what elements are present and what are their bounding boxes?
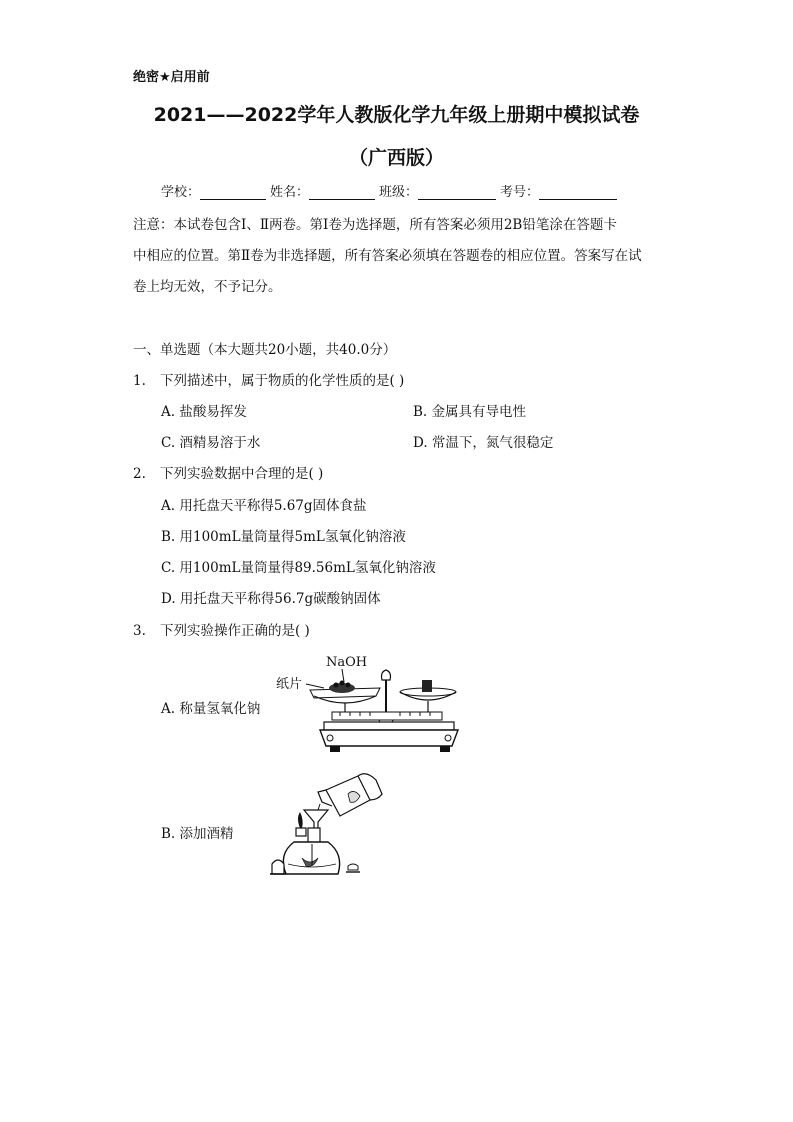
question-number: 2. — [133, 466, 146, 482]
q1-option-a[interactable]: A. 盐酸易挥发 — [161, 404, 247, 420]
school-blank[interactable] — [200, 185, 266, 200]
notice-line-3: 卷上均无效，不予记分。 — [133, 279, 282, 295]
question-1-stem — [133, 369, 404, 389]
q3-option-a[interactable]: A. 称量氢氧化钠 — [161, 701, 261, 717]
confidential-label: 绝密★启用前 — [133, 70, 210, 85]
question-text: 下列描述中，属于物质的化学性质的是( ) — [160, 373, 405, 389]
question-number: 3. — [133, 623, 146, 639]
name-label: 姓名： — [270, 185, 310, 200]
exam-title: 2021——2022学年人教版化学九年级上册期中模拟试卷 — [153, 104, 640, 126]
exam-no-label: 考号： — [500, 185, 540, 200]
question-2-stem — [133, 462, 323, 482]
q2-option-a[interactable]: A. 用托盘天平称得5.67g固体食盐 — [161, 498, 367, 514]
question-text: 下列实验数据中合理的是( ) — [160, 466, 324, 482]
student-info-row — [161, 181, 621, 200]
right-pan — [400, 680, 456, 712]
exam-no-blank[interactable] — [539, 185, 617, 200]
alcohol-lamp — [283, 828, 339, 874]
class-label: 班级： — [379, 185, 419, 200]
naoh-label: NaOH — [326, 655, 368, 670]
class-blank[interactable] — [418, 185, 496, 200]
q1-option-c[interactable]: C. 酒精易溶于水 — [161, 435, 261, 451]
balance-figure — [270, 650, 460, 760]
q1-option-b[interactable]: B. 金属具有导电性 — [413, 404, 527, 420]
left-pan — [310, 681, 380, 713]
q2-option-d[interactable]: D. 用托盘天平称得56.7g碳酸钠固体 — [161, 591, 381, 607]
q3-option-b[interactable]: B. 添加酒精 — [161, 826, 234, 842]
notice-line-2: 中相应的位置。第Ⅱ卷为非选择题，所有答案必须填在答题卷的相应位置。答案写在试 — [133, 248, 642, 264]
school-label: 学校： — [161, 185, 201, 200]
question-text: 下列实验操作正确的是( ) — [160, 623, 310, 639]
section-title: 一、单选题（本大题共20小题，共40.0分） — [133, 342, 397, 358]
exam-subtitle: （广西版） — [348, 147, 444, 169]
q1-option-d[interactable]: D. 常温下，氮气很稳定 — [413, 435, 554, 451]
question-3-stem — [133, 619, 310, 639]
q2-option-b[interactable]: B. 用100mL量筒量得5mL氢氧化钠溶液 — [161, 529, 406, 545]
q2-option-c[interactable]: C. 用100mL量筒量得89.56mL氢氧化钠溶液 — [161, 560, 436, 576]
question-number: 1. — [133, 373, 146, 389]
notice-line-1: 注意：本试卷包含Ⅰ、Ⅱ两卷。第Ⅰ卷为选择题，所有答案必须用2B铅笔涂在答题卡 — [133, 217, 617, 233]
alcohol-lamp-figure — [266, 770, 386, 885]
paper-label: 纸片 — [276, 677, 303, 692]
name-blank[interactable] — [309, 185, 375, 200]
